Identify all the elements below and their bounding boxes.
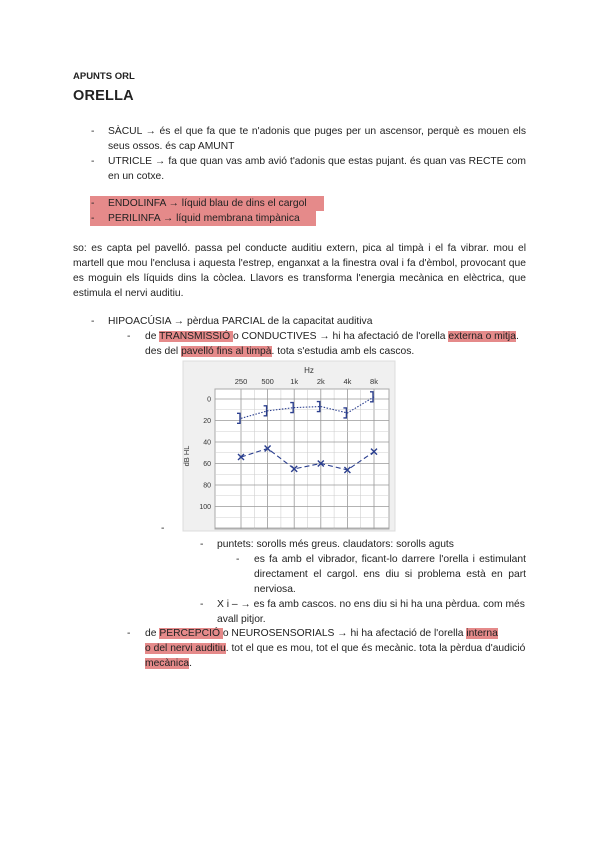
document-title: ORELLA [73,88,134,104]
y-tick-label: 80 [203,482,211,490]
bullet-dash: - [127,628,131,639]
bullet-vibrador: es fa amb el vibrador, ficant-lo darrere l'orella i estimulant directament el cargol. ens diu si problema està en part nerviosa. [254,554,526,595]
x-tick-label: 4k [343,377,352,386]
document-subtitle: APUNTS ORL [73,71,135,82]
x-tick-label: 8k [370,377,378,386]
bullet-dash: - [236,554,240,565]
bullet-endolinfa-row [90,196,324,211]
y-tick-label: 20 [203,418,211,425]
highlight-transmissio: TRANSMISSIÓ [159,331,233,342]
bullet-dash: - [91,198,95,209]
bullet-perilinfa: PERILINFA → líquid membrana timpànica [108,213,300,224]
x-tick-label: 2k [316,377,325,386]
highlight-interna: interna [466,628,498,639]
text-segment: . [189,658,192,669]
bullet-dash: - [161,523,165,534]
x-tick-label: 500 [261,377,274,386]
bullet-dash: - [91,126,95,137]
bullet-dash: - [91,316,95,327]
paragraph-so: so: es capta pel pavelló. passa pel conducte auditiu extern, pica al timpà i el fa vibrar. mou el martell que mou l'enclusa i aquesta l'estrep, enganxat a la finestra oval i fa d'èmbol, provocant que es moguin els líquids dins la còclea. Llavors es transforma l'energia mecànica en elèctrica, que estimula el nervi auditiu. [73,243,526,299]
highlight-nervi-auditiu: o del nervi auditiu [145,643,226,654]
y-tick-label: 40 [203,439,211,447]
bullet-utricle: UTRICLE → fa que quan vas amb avió t'adonis que estas pujant. és quan vas RECTE com en un cotxe. [108,156,526,182]
chart-xlabel: Hz [304,366,314,375]
text-segment: de [145,628,160,639]
bullet-puntets: puntets: sorolls més greus. claudators: sorolls aguts [217,539,454,550]
chart-ylabel: dB HL [182,445,191,467]
bullet-percepcio [145,626,530,671]
bullet-x-i: X i – → es fa amb cascos. no ens diu si hi ha una pèrdua. com més avall pitjor. [217,599,525,625]
bullet-transmissio [145,329,530,359]
text-segment: o NEUROSENSORIALS → hi ha afectació de l'orella [222,628,467,639]
bullet-dash: - [91,213,95,224]
highlight-externa-mitja: externa o mitja [448,331,516,342]
bullet-dash: - [200,539,204,550]
text-segment: . des del [145,331,519,357]
highlight-percepcio: PERCEPCIÓ [159,628,223,639]
y-tick-label: 100 [199,504,211,511]
highlight-pavello-timpa: pavelló fins al timpà [181,346,272,357]
x-tick-label: 250 [234,377,248,386]
text-segment: . tot el que es mou, tot el que és mecànic. tota la pèrdua d'audició [225,643,526,654]
bullet-endolinfa: ENDOLINFA → líquid blau de dins el cargol [108,198,307,209]
bullet-dash: - [200,599,204,610]
y-tick-label: 0 [207,396,211,404]
highlight-mecanica: mecànica [145,658,190,669]
bullet-dash: - [127,331,131,342]
bullet-dash: - [91,156,95,167]
text-segment: de [145,331,160,342]
bullet-sacul: SÀCUL → és el que fa que te n'adonis que puges per un ascensor, perquè es mouen els seus ossos. és cap AMUNT [108,126,526,152]
text-segment: o CONDUCTIVES → hi ha afectació de l'orella [232,331,449,342]
audiogram-chart [183,361,395,531]
bullet-perilinfa-row [90,211,316,226]
y-tick-label: 60 [203,461,211,468]
bullet-hipoacusia: HIPOACÚSIA → pèrdua PARCIAL de la capacitat auditiva [108,316,373,327]
text-segment: . tota s'estudia amb els cascos. [271,346,415,357]
x-tick-label: 1k [290,377,299,386]
